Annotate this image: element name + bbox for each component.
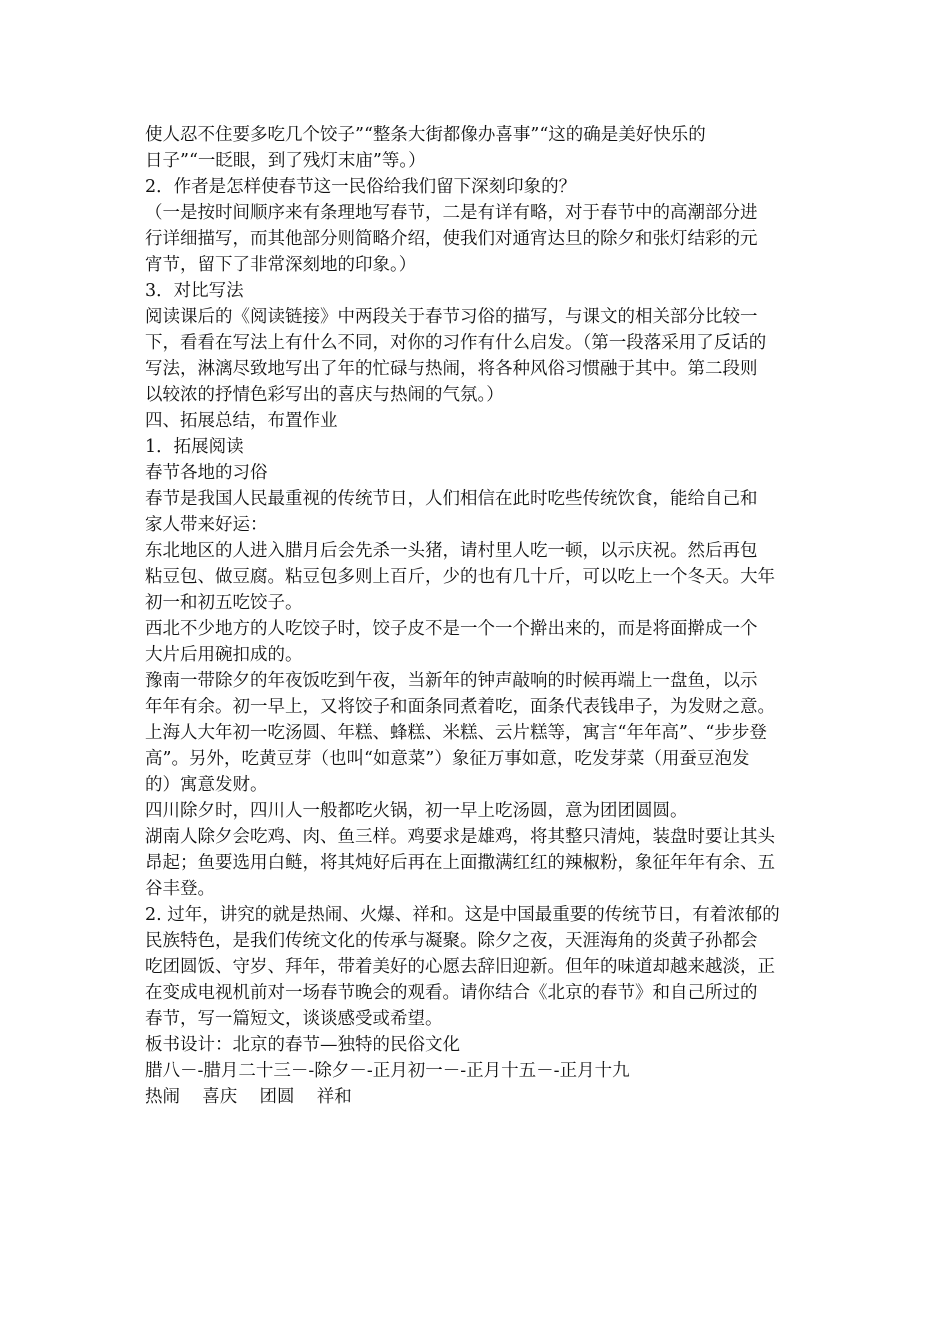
text-line: 宵节，留下了非常深刻地的印象。） xyxy=(145,255,417,275)
board-design-title: 板书设计：北京的春节—独特的民俗文化 xyxy=(145,1035,460,1055)
text-line: 东北地区的人进入腊月后会先杀一头猪，请村里人吃一顿，以示庆祝。然后再包 xyxy=(145,541,758,561)
text-line: 日子”“一眨眼，到了残灯末庙”等。） xyxy=(145,151,426,171)
board-design-keywords: 热闹 喜庆 团圆 祥和 xyxy=(145,1087,352,1107)
text-line: 以较浓的抒情色彩写出的喜庆与热闹的气氛。） xyxy=(145,385,504,405)
text-line: 西北不少地方的人吃饺子时，饺子皮不是一个一个擀出来的，而是将面擀成一个 xyxy=(145,619,758,639)
board-design-timeline: 腊八－-腊月二十三－-除夕－-正月初一－-正月十五－-正月十九 xyxy=(145,1061,630,1081)
text-line: 写法，淋漓尽致地写出了年的忙碌与热闹，将各种风俗习惯融于其中。第二段则 xyxy=(145,359,758,379)
text-line: 在变成电视机前对一场春节晚会的观看。请你结合《北京的春节》和自己所过的 xyxy=(145,983,758,1003)
text-line: 家人带来好运： xyxy=(145,515,268,535)
text-line: 春节，写一篇短文，谈谈感受或希望。 xyxy=(145,1009,443,1029)
section-heading: 3．对比写法 xyxy=(145,281,244,301)
text-line: 阅读课后的《阅读链接》中两段关于春节习俗的描写，与课文的相关部分比较一 xyxy=(145,307,758,327)
text-line: 上海人大年初一吃汤圆、年糕、蜂糕、米糕、云片糕等，寓言“年年高”、“步步登 xyxy=(145,723,767,743)
text-line: 吃团圆饭、守岁、拜年，带着美好的心愿去辞旧迎新。但年的味道却越来越淡，正 xyxy=(145,957,775,977)
section-heading: 四、拓展总结，布置作业 xyxy=(145,411,338,431)
text-line: 民族特色，是我们传统文化的传承与凝聚。除夕之夜，天涯海角的炎黄子孙都会 xyxy=(145,931,758,951)
text-line: 昂起；鱼要选用白鲢，将其炖好后再在上面撒满红红的辣椒粉，象征年年有余、五 xyxy=(145,853,775,873)
text-line: 豫南一带除夕的年夜饭吃到午夜，当新年的钟声敲响的时候再端上一盘鱼，以示 xyxy=(145,671,758,691)
text-line: 春节是我国人民最重视的传统节日，人们相信在此时吃些传统饮食，能给自己和 xyxy=(145,489,758,509)
text-line: 2. 过年，讲究的就是热闹、火爆、祥和。这是中国最重要的传统节日，有着浓郁的 xyxy=(145,905,780,925)
text-line: （一是按时间顺序来有条理地写春节，二是有详有略，对于春节中的高潮部分进 xyxy=(145,203,758,223)
text-line: 粘豆包、做豆腐。粘豆包多则上百斤，少的也有几十斤，可以吃上一个冬天。大年 xyxy=(145,567,775,587)
section-heading: 1．拓展阅读 xyxy=(145,437,244,457)
text-line: 大片后用碗扣成的。 xyxy=(145,645,303,665)
text-line: 湖南人除夕会吃鸡、肉、鱼三样。鸡要求是雄鸡，将其整只清炖，装盘时要让其头 xyxy=(145,827,775,847)
text-line: 行详细描写，而其他部分则简略介绍，使我们对通宵达旦的除夕和张灯结彩的元 xyxy=(145,229,758,249)
text-line: 高”。另外，吃黄豆芽（也叫“如意菜”）象征万事如意，吃发芽菜（用蚕豆泡发 xyxy=(145,749,750,769)
text-line: 初一和初五吃饺子。 xyxy=(145,593,303,613)
text-line: 下，看看在写法上有什么不同，对你的习作有什么启发。（第一段落采用了反话的 xyxy=(145,333,767,353)
text-line: 年年有余。初一早上，又将饺子和面条同煮着吃，面条代表钱串子，为发财之意。 xyxy=(145,697,775,717)
text-line: 使人忍不住要多吃几个饺子”“整条大街都像办喜事”“这的确是美好快乐的 xyxy=(145,125,706,145)
document-body xyxy=(145,122,809,1110)
reading-title: 春节各地的习俗 xyxy=(145,463,268,483)
text-line: 谷丰登。 xyxy=(145,879,215,899)
text-line: 的）寓意发财。 xyxy=(145,775,268,795)
question-heading: 2．作者是怎样使春节这一民俗给我们留下深刻印象的？ xyxy=(145,177,577,197)
text-line: 四川除夕时，四川人一般都吃火锅，初一早上吃汤圆，意为团团圆圆。 xyxy=(145,801,688,821)
